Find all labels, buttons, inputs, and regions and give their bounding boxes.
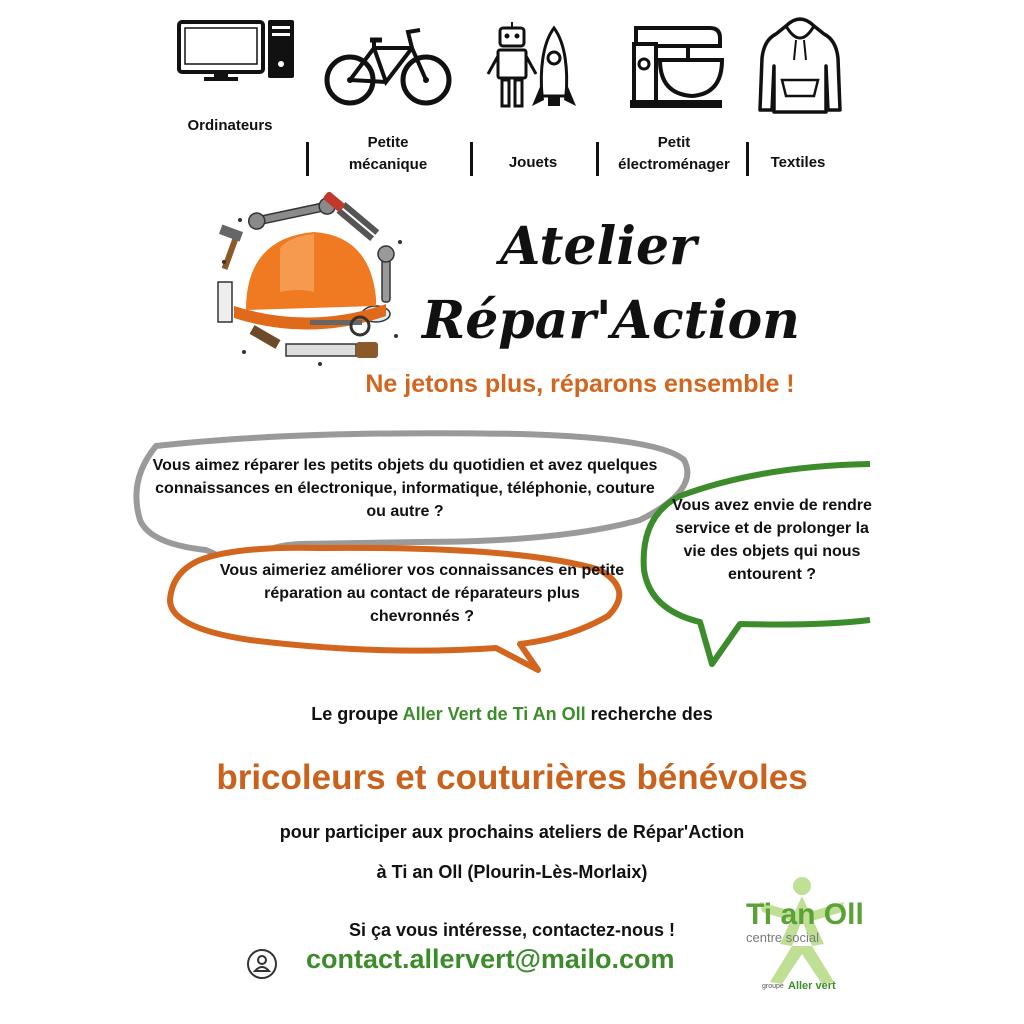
hoodie-icon xyxy=(758,14,842,118)
stand-mixer-icon xyxy=(626,20,730,110)
category-label-textiles: Textiles xyxy=(770,154,826,171)
divider xyxy=(746,142,749,176)
contact-email[interactable]: contact.allervert@mailo.com xyxy=(306,944,675,974)
recruit-prefix: Le groupe xyxy=(311,704,403,724)
svg-text:groupe: groupe xyxy=(762,983,784,990)
category-label-appliances: Petit électroménager xyxy=(618,134,730,173)
slogan: Ne jetons plus, réparons ensemble ! xyxy=(365,370,795,398)
title-line-1: Atelier xyxy=(500,216,697,277)
hard-hat-tools-illustration xyxy=(210,192,410,370)
svg-text:Ti an Oll: Ti an Oll xyxy=(746,898,864,931)
bubble-text-green: Vous avez envie de rendre service et de prolonger la vie des objets qui nous entourent ? xyxy=(672,497,872,583)
svg-text:centre social: centre social xyxy=(746,930,819,945)
recruit-line xyxy=(0,704,1024,725)
divider xyxy=(306,142,309,176)
group-name: Aller Vert de Ti An Oll xyxy=(402,704,586,724)
divider xyxy=(470,142,473,176)
bubble-text-orange: Vous aimeriez améliorer vos connaissances en petite réparation au contact de réparateurs plus chevronnés ? xyxy=(219,562,625,625)
svg-text:Aller vert: Aller vert xyxy=(788,980,836,992)
toys-icon xyxy=(484,22,580,116)
computer-icon xyxy=(176,18,300,84)
user-icon xyxy=(246,948,278,980)
category-label-mechanics: Petite mécanique xyxy=(348,134,428,173)
recruit-purpose: pour participer aux prochains ateliers de Répar'Action xyxy=(279,822,745,842)
recruit-place: à Ti an Oll (Plourin-Lès-Morlaix) xyxy=(376,862,648,882)
category-label-toys: Jouets xyxy=(508,154,558,171)
contact-cta: Si ça vous intéresse, contactez-nous ! xyxy=(348,920,676,940)
bubble-text-grey: Vous aimez réparer les petits objets du quotidien et avez quelques connaissances en électronique, informatique, téléphonie, couture ou autre ? xyxy=(152,457,658,520)
title-line-2: Répar'Action xyxy=(422,290,800,351)
ti-an-oll-logo xyxy=(740,874,864,994)
recruit-suffix: recherche des xyxy=(585,704,713,724)
bicycle-icon xyxy=(322,26,454,108)
category-label-computers: Ordinateurs xyxy=(187,117,273,134)
divider xyxy=(596,142,599,176)
recruit-headline: bricoleurs et couturières bénévoles xyxy=(216,758,808,797)
